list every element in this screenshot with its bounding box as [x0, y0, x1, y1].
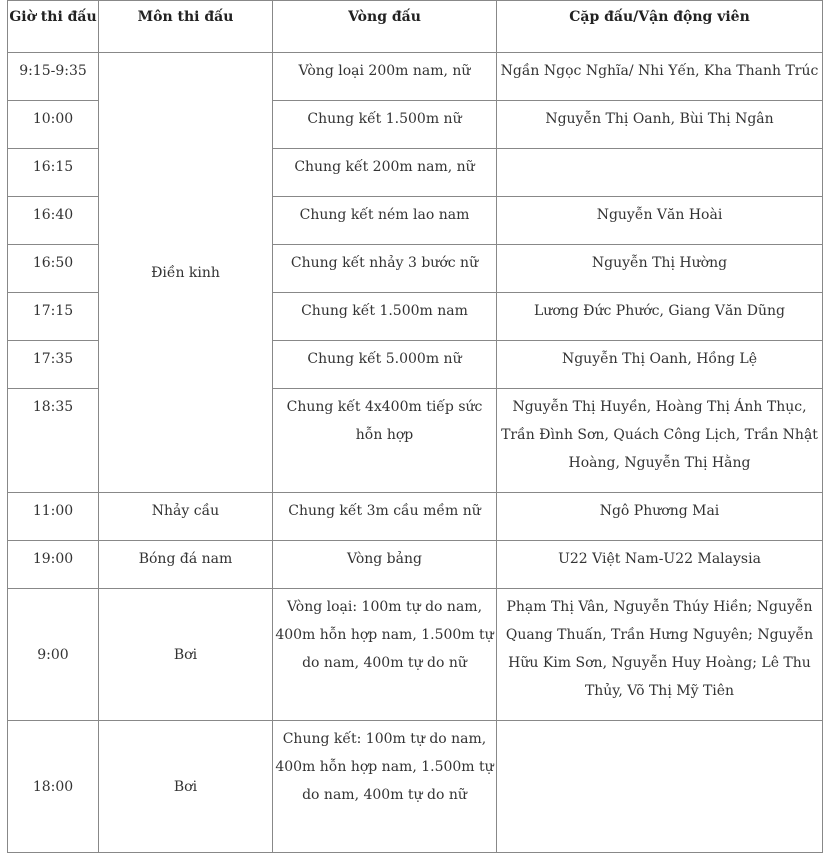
time-cell: 9:15-9:35 [8, 53, 99, 101]
round-cell: Chung kết 200m nam, nữ [273, 149, 497, 197]
round-cell: Chung kết: 100m tự do nam, 400m hỗn hợp nam, 1.500m tự do nam, 400m tự do nữ [273, 721, 497, 853]
athletes-cell [497, 149, 823, 197]
header-athletes: Cặp đấu/Vận động viên [497, 1, 823, 53]
sport-cell: Nhảy cầu [99, 493, 273, 541]
header-row [8, 1, 823, 53]
time-cell: 18:00 [8, 721, 99, 853]
athletes-cell: Nguyễn Thị Oanh, Bùi Thị Ngân [497, 101, 823, 149]
time-cell: 17:15 [8, 293, 99, 341]
athletes-cell: Nguyễn Văn Hoài [497, 197, 823, 245]
table-row [8, 589, 823, 721]
athletes-cell: Ngô Phương Mai [497, 493, 823, 541]
schedule-table [7, 0, 823, 853]
athletes-cell: Ngần Ngọc Nghĩa/ Nhi Yến, Kha Thanh Trúc [497, 53, 823, 101]
athletes-cell [497, 721, 823, 853]
round-cell: Chung kết nhảy 3 bước nữ [273, 245, 497, 293]
round-cell: Chung kết 5.000m nữ [273, 341, 497, 389]
round-cell: Chung kết 1.500m nữ [273, 101, 497, 149]
table-row [8, 721, 823, 853]
athletes-cell: Nguyễn Thị Oanh, Hồng Lệ [497, 341, 823, 389]
time-cell: 10:00 [8, 101, 99, 149]
header-sport: Môn thi đấu [99, 1, 273, 53]
sport-cell-athletics: Điền kinh [99, 53, 273, 493]
time-cell: 16:50 [8, 245, 99, 293]
table-row [8, 53, 823, 101]
athletes-cell: Nguyễn Thị Huyền, Hoàng Thị Ánh Thục, Trần Đình Sơn, Quách Công Lịch, Trần Nhật Hoàng, Nguyễn Thị Hằng [497, 389, 823, 493]
time-cell: 9:00 [8, 589, 99, 721]
time-cell: 17:35 [8, 341, 99, 389]
sport-cell: Bóng đá nam [99, 541, 273, 589]
table-row [8, 493, 823, 541]
round-cell: Chung kết ném lao nam [273, 197, 497, 245]
time-cell: 11:00 [8, 493, 99, 541]
round-cell: Vòng loại 200m nam, nữ [273, 53, 497, 101]
athletes-cell: Phạm Thị Vân, Nguyễn Thúy Hiền; Nguyễn Quang Thuấn, Trần Hưng Nguyên; Nguyễn Hữu Kim Sơn, Nguyễn Huy Hoàng; Lê Thu Thủy, Võ Thị Mỹ Tiên [497, 589, 823, 721]
time-cell: 16:15 [8, 149, 99, 197]
round-cell: Chung kết 1.500m nam [273, 293, 497, 341]
round-cell: Vòng loại: 100m tự do nam, 400m hỗn hợp nam, 1.500m tự do nam, 400m tự do nữ [273, 589, 497, 721]
round-cell: Chung kết 4x400m tiếp sức hỗn hợp [273, 389, 497, 493]
table-row [8, 541, 823, 589]
time-cell: 18:35 [8, 389, 99, 493]
athletes-cell: Nguyễn Thị Hường [497, 245, 823, 293]
round-cell: Chung kết 3m cầu mềm nữ [273, 493, 497, 541]
header-round: Vòng đấu [273, 1, 497, 53]
athletes-cell: Lương Đức Phước, Giang Văn Dũng [497, 293, 823, 341]
sport-cell: Bơi [99, 721, 273, 853]
time-cell: 19:00 [8, 541, 99, 589]
header-time: Giờ thi đấu [8, 1, 99, 53]
athletes-cell: U22 Việt Nam-U22 Malaysia [497, 541, 823, 589]
time-cell: 16:40 [8, 197, 99, 245]
round-cell: Vòng bảng [273, 541, 497, 589]
sport-cell: Bơi [99, 589, 273, 721]
